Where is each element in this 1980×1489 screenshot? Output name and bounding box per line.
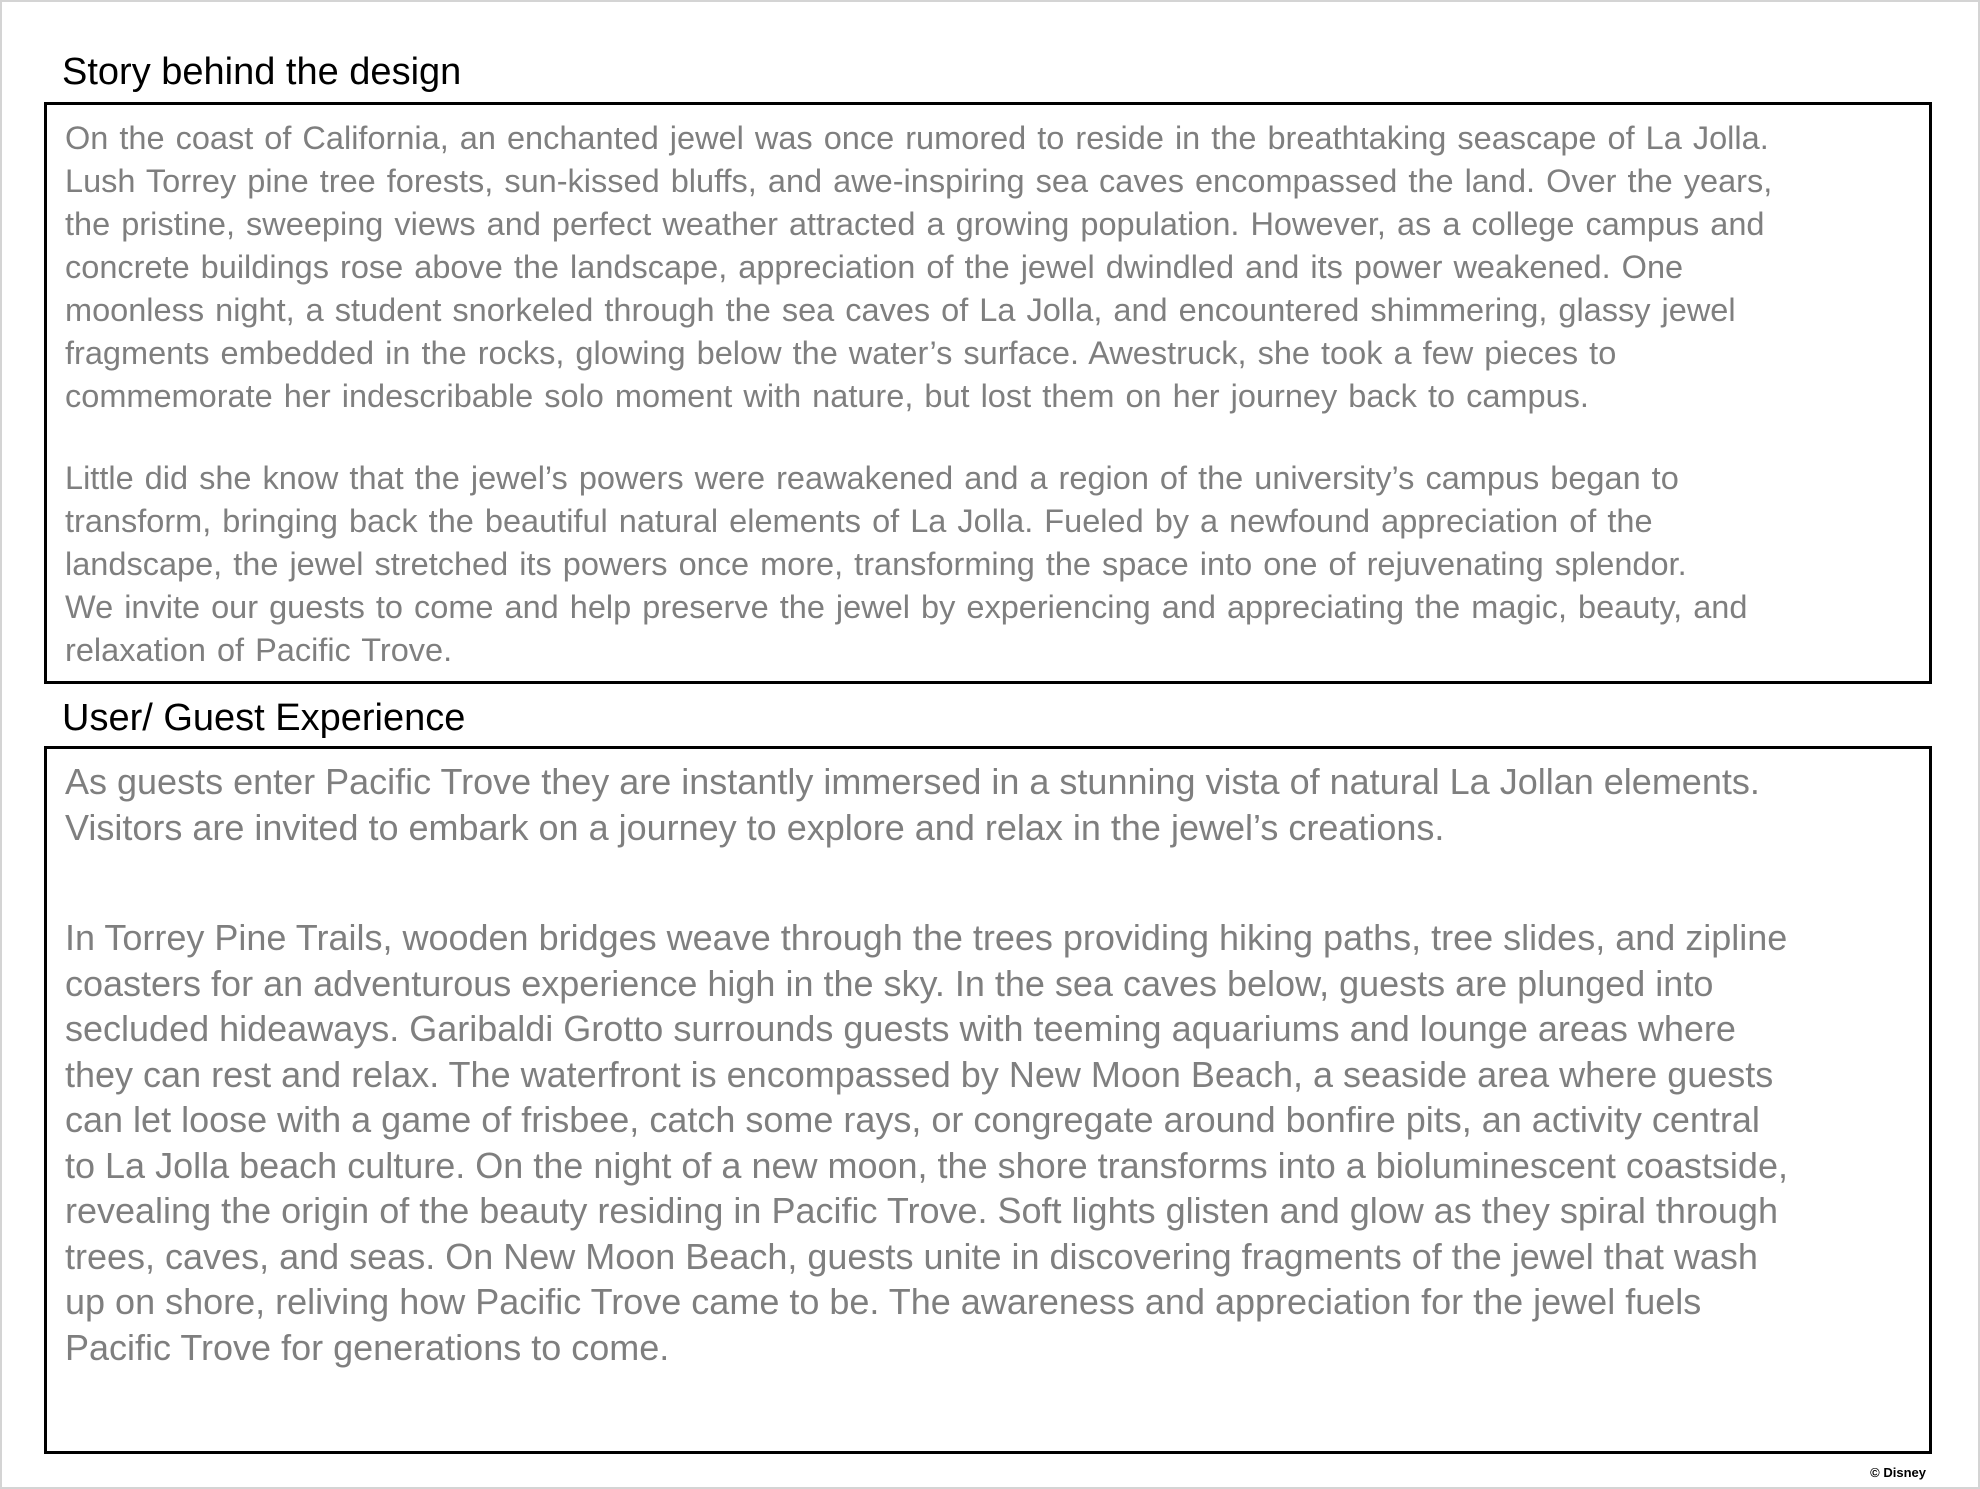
story-paragraph-1: On the coast of California, an enchanted jewel was once rumored to reside in the breathtaking seascape of La Jolla. Lush Torrey pine tree forests, sun-kissed bluffs, and awe-inspiring sea caves encompassed the land. Over the years, the pristine, sweeping views and perfect weather attracted a growing population. However, as a college campus and concrete buildings rose above the landscape, appreciation of the jewel dwindled and its power weakened. One moonless night, a student snorkeled through the sea caves of La Jolla, and encountered shimmering, glassy jewel fragments embedded in the rocks, glowing below the water’s surface. Awestruck, she took a few pieces to commemorate her indescribable solo moment with nature, but lost them on her journey back to campus.	[65, 120, 1773, 414]
guest-experience-paragraph-1: As guests enter Pacific Trove they are instantly immersed in a stunning vista of natural La Jollan elements. Visitors are invited to embark on a journey to explore and relax in the jewel’s creations.	[65, 761, 1760, 848]
guest-experience-text-box	[44, 746, 1932, 1454]
story-text-box	[44, 102, 1932, 684]
copyright-notice: © Disney	[1870, 1465, 1926, 1480]
story-section-title: Story behind the design	[62, 51, 462, 93]
guest-experience-section-title: User/ Guest Experience	[62, 697, 466, 739]
story-paragraph-2: Little did she know that the jewel’s powers were reawakened and a region of the university’s campus began to transform, bringing back the beautiful natural elements of La Jolla. Fueled by a newfound appreciation of the landscape, the jewel stretched its powers once more, transforming the space into one of rejuvenating splendor. We invite our guests to come and help preserve the jewel by experiencing and appreciating the magic, beauty, and relaxation of Pacific Trove.	[65, 460, 1748, 668]
guest-experience-paragraph-2: In Torrey Pine Trails, wooden bridges weave through the trees providing hiking paths, tree slides, and zipline coasters for an adventurous experience high in the sky. In the sea caves below, guests are plunged into secluded hideaways. Garibaldi Grotto surrounds guests with teeming aquariums and lounge areas where they can rest and relax. The waterfront is encompassed by New Moon Beach, a seaside area where guests can let loose with a game of frisbee, catch some rays, or congregate around bonfire pits, an activity central to La Jolla beach culture. On the night of a new moon, the shore transforms into a bioluminescent coastside, revealing the origin of the beauty residing in Pacific Trove. Soft lights glisten and glow as they spiral through trees, caves, and seas. On New Moon Beach, guests unite in discovering fragments of the jewel that wash up on shore, reliving how Pacific Trove came to be. The awareness and appreciation for the jewel fuels Pacific Trove for generations to come.	[65, 917, 1788, 1368]
